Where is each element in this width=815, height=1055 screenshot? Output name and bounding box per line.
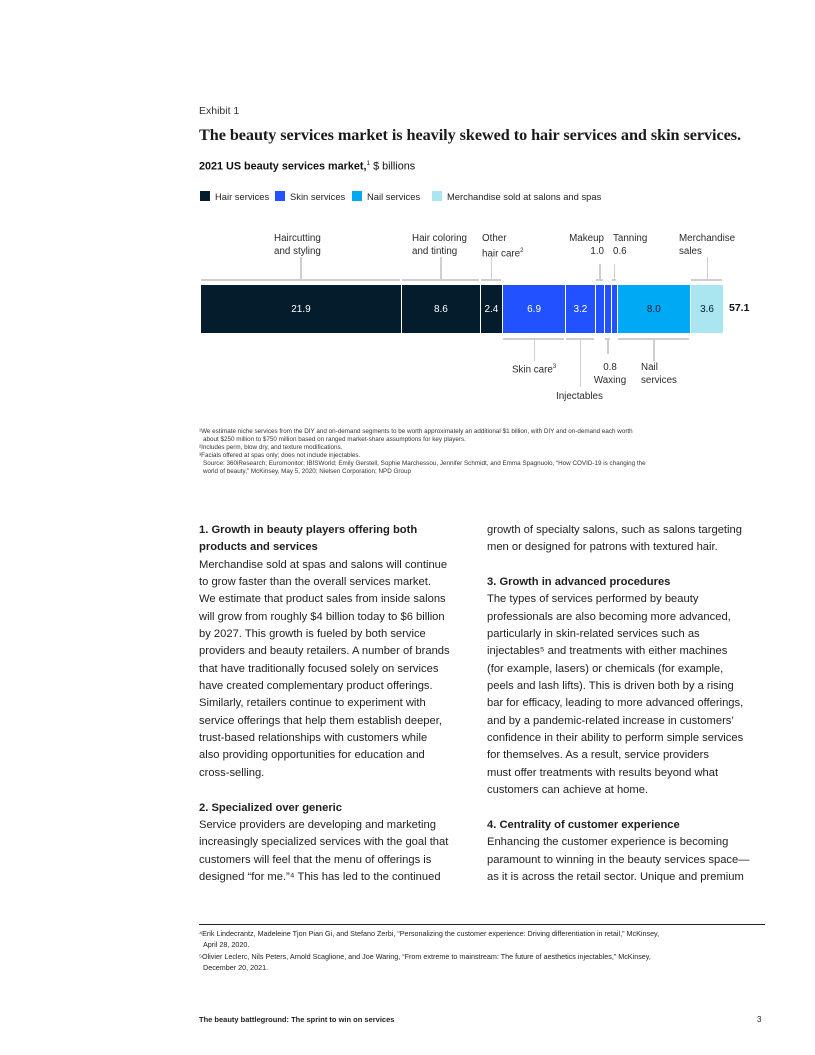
legend-swatch-skin (275, 191, 285, 201)
segment-value: 6.9 (527, 303, 542, 315)
body-column-left (199, 522, 469, 886)
segment-value: 3.2 (573, 303, 588, 315)
annotation-haircutting (274, 232, 321, 258)
annotation-waxing (586, 361, 634, 387)
body-line: Enhancing the customer experience is becoming (487, 836, 729, 849)
body-line: also providing opportunities for education and (199, 749, 425, 762)
body-line: cross-selling. (199, 766, 265, 779)
body-line: paramount to winning in the beauty services space— (487, 853, 750, 866)
body-line: We estimate that product sales from inside salons (199, 593, 446, 606)
annotation-text: Skin care (512, 364, 553, 376)
footnote-marker: 3 (552, 364, 557, 370)
bracket-skin-care (503, 338, 564, 340)
annotation-line (482, 245, 523, 260)
bracket-other-hair-care (481, 279, 501, 281)
bar-segment-haircutting (201, 285, 401, 333)
body-line: Service providers are developing and marketing (199, 818, 436, 831)
bracket-tick (614, 264, 616, 279)
annotation-line: Haircutting (274, 233, 321, 244)
body-line: injectables⁵ and treatments with either machines (487, 645, 728, 658)
chart-source: world of beauty,” McKinsey, May 5, 2020; Nielsen Corporation; NPD Group (203, 468, 412, 475)
annotation-nail (641, 361, 677, 387)
paragraph-gap (199, 782, 469, 799)
bracket-tanning (612, 279, 616, 281)
body-line: by 2027. This growth is fueled by both service (199, 628, 426, 641)
bar-segment-makeup (596, 285, 604, 333)
page-number: 3 (757, 1015, 762, 1024)
legend-item-nail (352, 190, 420, 202)
annotation-line: Merchandise (679, 233, 736, 244)
footnote-marker: 1 (366, 160, 371, 167)
page-footnote: December 20, 2021. (203, 962, 269, 972)
chart-footnotes (199, 428, 769, 476)
paragraph-gap (487, 800, 772, 817)
bracket-makeup (596, 279, 603, 281)
segment-value: 3.6 (700, 303, 714, 315)
body-line: Merchandise sold at spas and salons will continue (199, 558, 448, 571)
annotation-line: Injectables (556, 391, 603, 402)
section-heading: 2. Specialized over generic (199, 801, 343, 814)
annotation-line: Other (482, 233, 507, 244)
page-footnote: ⁴Erik Lindecrantz, Madeleine Tjon Pian Gi, and Stefano Zerbi, “Personalizing the customer experience: Driving differentiation in retail,” McKinsey, (199, 929, 660, 938)
body-line: will grow from roughly $4 billion today to $6 billion (199, 610, 445, 623)
annotation-line: 0.6 (613, 246, 627, 257)
bracket-tick (599, 264, 601, 279)
bar-segment-waxing (605, 285, 611, 333)
bracket-tick (580, 338, 582, 387)
body-line: for themselves. As a result, service providers (487, 749, 709, 762)
segment-value: 8.6 (433, 303, 448, 315)
body-line: providers and beauty retailers. A number of brands (199, 645, 450, 658)
chart-footnote: ²Includes perm, blow dry, and texture modifications. (199, 444, 343, 451)
legend-label: Skin services (290, 190, 346, 202)
annotation-line: and tinting (412, 246, 458, 257)
exhibit-label: Exhibit 1 (199, 105, 240, 117)
legend-label: Merchandise sold at salons and spas (447, 190, 602, 202)
segment-value: 2.4 (484, 303, 499, 315)
bar-segment-skin-care (503, 285, 565, 333)
bracket-nail (618, 338, 689, 340)
annotation-line: and styling (274, 246, 321, 257)
body-line: professionals are also becoming more advanced, (487, 610, 731, 623)
section-heading: 1. Growth in beauty players offering both (199, 524, 418, 536)
bar-segment-merchandise (691, 285, 723, 333)
legend-swatch-hair (200, 191, 210, 201)
body-line: confidence in their ability to perform simple services (487, 732, 744, 745)
body-line: bar for efficacy, leading to more advanced offerings, (487, 697, 744, 710)
body-line: and by a pandemic-related increase in customers’ (487, 714, 734, 727)
body-line: customers will feel that the menu of offerings is (199, 853, 432, 866)
bracket-tick (300, 257, 302, 279)
footer-title: The beauty battleground: The sprint to win on services (199, 1015, 395, 1024)
legend-item-hair (200, 190, 269, 202)
section-heading: 3. Growth in advanced procedures (487, 576, 671, 589)
annotation-other-hair-care (482, 232, 523, 260)
bracket-tick (491, 257, 493, 279)
body-line: must offer treatments with results beyond what (487, 766, 719, 779)
body-line: increasingly specialized services with the goal that (199, 836, 449, 849)
bar-segment-injectables (566, 285, 594, 333)
annotation-makeup (556, 232, 604, 258)
bracket-waxing (605, 338, 610, 340)
segment-value: 21.9 (291, 303, 311, 315)
bar-segment-tanning (612, 285, 617, 333)
annotation-line: Tanning (613, 233, 648, 244)
annotation-line: services (641, 375, 677, 386)
legend-item-merchandise (432, 190, 601, 202)
chart-footnote: about $250 million to $750 million based on ranged market-share assumptions for key players. (203, 436, 466, 443)
body-line: The types of services performed by beauty (487, 593, 699, 606)
page-footnote: ⁵Olivier Leclerc, Nils Peters, Arnold Scaglione, and Joe Waring, “From extreme to mainstream: The future of aesthetics injectables,” McKinsey, (199, 951, 651, 961)
annotation-skin-care (512, 361, 556, 376)
body-line: (for example, lasers) or chemicals (for example, (487, 662, 724, 675)
legend-item-skin (275, 190, 345, 202)
bracket-tick (653, 338, 655, 361)
bracket-tick (707, 257, 709, 279)
chart-source: Source: 360iResearch; Euromonitor; IBISWorld; Emily Gerstell, Sophie Marchessou, Jennifer Schmidt, and Emma Spagnuolo, “How COVID-19 is changing the (203, 460, 646, 467)
annotation-line: sales (679, 246, 702, 257)
body-line: growth of specialty salons, such as salons targeting (487, 524, 742, 536)
bracket-tick (534, 338, 536, 361)
section-heading: products and services (199, 541, 318, 554)
bar-segment-hair-coloring (402, 285, 480, 333)
annotation-text: hair care (482, 248, 521, 260)
bracket-tick (440, 257, 442, 279)
paragraph-gap (487, 557, 772, 574)
chart-footnote: ³Facials offered at spas only; does not include injectables. (199, 452, 361, 459)
body-line: that have traditionally focused solely on services (199, 662, 439, 675)
legend-label: Nail services (367, 190, 421, 202)
page-footnote: April 28, 2020. (203, 940, 250, 950)
body-line: as it is across the retail sector. Unique and premium (487, 870, 744, 883)
body-line: men or designed for patrons with textured hair. (487, 541, 718, 554)
body-column-right (487, 522, 772, 886)
body-line: Similarly, retailers continue to experiment with (199, 697, 426, 710)
body-line: customers can achieve at home. (487, 784, 649, 797)
body-line: particularly in skin-related services such as (487, 628, 700, 641)
annotation-injectables (556, 390, 603, 403)
section-heading: 4. Centrality of customer experience (487, 818, 680, 831)
legend-label: Hair services (215, 190, 270, 202)
bracket-hair-coloring (402, 279, 479, 281)
bracket-injectables (566, 338, 593, 340)
page-footnotes (199, 928, 659, 973)
bracket-merchandise (691, 279, 722, 281)
body-line: to grow faster than the overall services market. (199, 576, 431, 589)
annotation-line: Makeup (569, 233, 604, 244)
legend-swatch-nail (352, 191, 362, 201)
subtitle-units: $ billions (370, 160, 416, 173)
body-line: peels and lash lifts). This is driven both by a rising (487, 680, 734, 693)
bar-total: 57.1 (729, 302, 750, 314)
annotation-merchandise (679, 232, 735, 258)
legend-swatch-merchandise (432, 191, 442, 201)
annotation-line: Nail (641, 362, 658, 373)
body-line: trust-based relationships with customers while (199, 732, 428, 745)
bar-segment-other-hair-care (481, 285, 502, 333)
annotation-line: 0.8 (603, 362, 617, 373)
annotation-line: Waxing (593, 375, 627, 386)
body-line: have created complementary product offerings. (199, 680, 433, 693)
footnote-divider (199, 924, 765, 925)
annotation-tanning (613, 232, 647, 258)
annotation-line: Hair coloring (412, 233, 467, 244)
bar-segment-nail (618, 285, 690, 333)
body-line: service offerings that help them establish deeper, (199, 714, 442, 727)
annotation-line: 1.0 (590, 246, 604, 257)
body-line: designed “for me.”⁴ This has led to the continued (199, 870, 441, 883)
bracket-haircutting (201, 279, 400, 281)
bracket-tick (607, 338, 609, 354)
exhibit-title: The beauty services market is heavily skewed to hair services and skin services. (199, 126, 741, 144)
footnote-marker: 2 (520, 248, 524, 254)
segment-value: 8.0 (646, 303, 661, 315)
subtitle-bold: 2021 US beauty services market, (199, 160, 367, 173)
chart-footnote: ¹We estimate niche services from the DIY and on-demand segments to be worth approximately an additional $1 billion, with DIY and on-demand each worth (199, 428, 633, 435)
annotation-hair-coloring (412, 232, 467, 258)
chart-subtitle (199, 160, 415, 173)
